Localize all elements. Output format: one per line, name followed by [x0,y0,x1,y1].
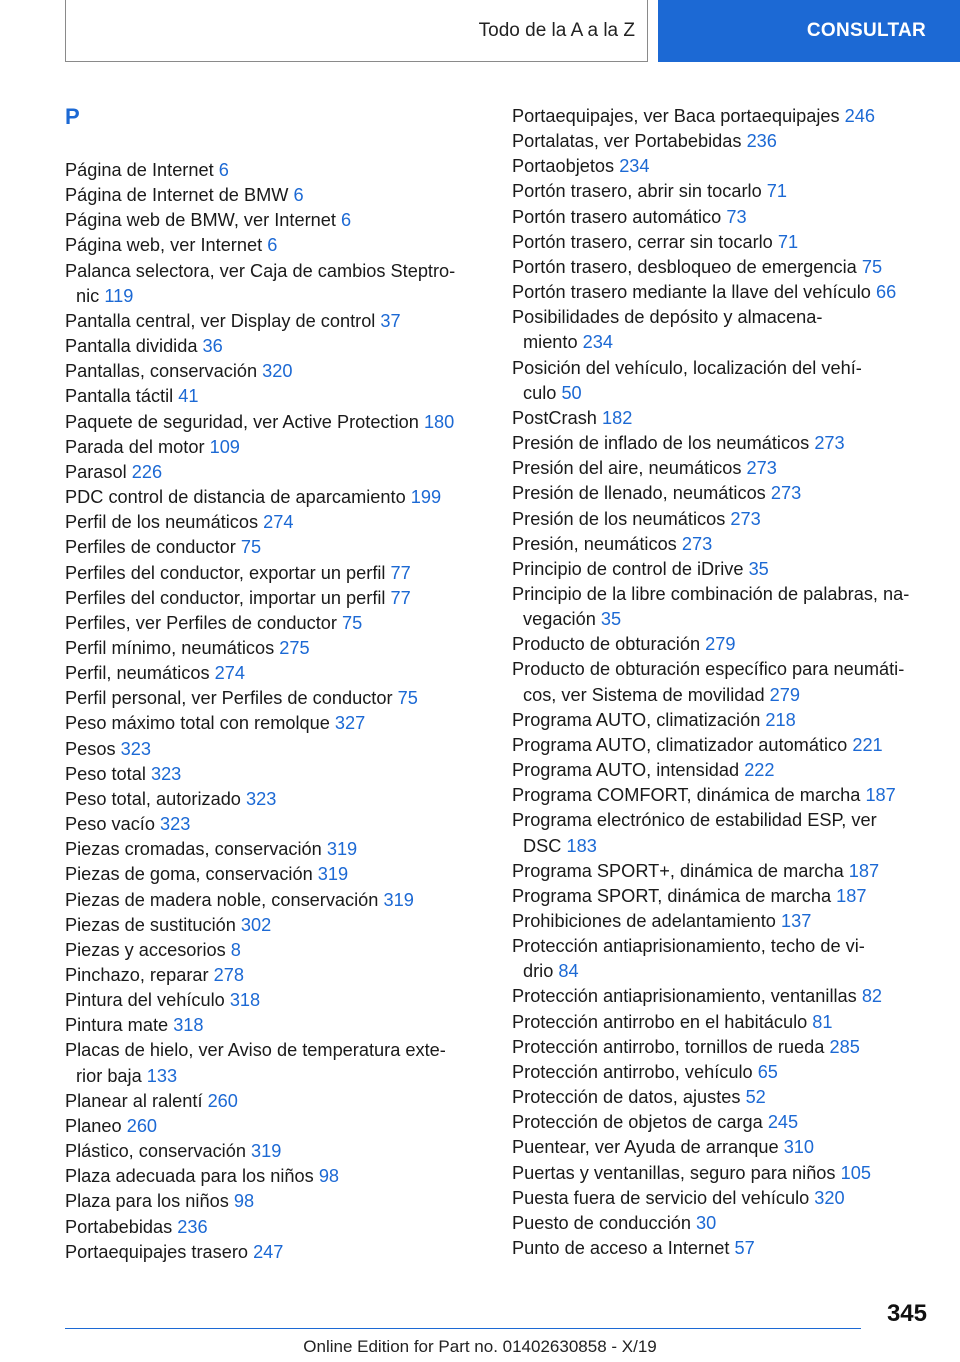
index-entry [512,1161,932,1186]
entry-page-link[interactable]: 285 [829,1036,860,1057]
index-entry [65,460,485,485]
index-entry [512,657,932,707]
index-entry [512,934,932,984]
entry-term: Programa AUTO, climatizador automático [512,734,848,755]
entry-term: Portaobjetos [512,156,615,177]
index-entry [512,632,932,657]
index-entry [512,582,932,632]
index-entry [512,708,932,733]
entry-term: Protección de datos, ajustes [512,1087,741,1108]
entry-term: Presión de los neumáticos [512,508,726,529]
entry-term: Prohibiciones de adelantamiento [512,911,776,931]
entry-page-link[interactable]: 180 [423,411,455,432]
entry-term: Palanca selectora, ver Caja de cambios Steptro‐ [65,260,456,281]
entry-page-link[interactable]: 57 [734,1238,755,1259]
entry-term: Programa COMFORT, dinámica de marcha [512,785,861,806]
entry-page-link[interactable]: 182 [601,407,633,428]
index-column-right [512,104,932,1261]
entry-term-continuation: drio [523,961,554,982]
entry-page-link[interactable]: 41 [178,386,199,407]
entry-page-link[interactable]: 77 [390,562,411,583]
index-entry [512,1211,932,1236]
index-entry [512,783,932,808]
entry-term: Peso total [65,763,146,784]
index-entry [65,535,485,560]
index-entry [512,909,932,934]
index-entry [65,384,485,409]
entry-term-continuation: nic [76,285,100,306]
entry-page-link[interactable]: 8 [230,939,241,960]
entry-term: Programa AUTO, intensidad [512,760,740,781]
entry-term: Programa AUTO, climatización [512,709,761,730]
index-entry [65,359,485,384]
entry-page-link[interactable]: 6 [293,185,304,206]
index-entry [512,179,932,204]
index-entry [512,481,932,506]
entry-term: Piezas y accesorios [65,939,226,960]
entry-page-link[interactable]: 310 [783,1137,815,1158]
entry-term: Pantalla táctil [65,386,174,407]
index-entry [65,988,485,1013]
index-entry [512,356,932,406]
entry-page-link[interactable]: 105 [840,1162,871,1183]
entry-term: Programa electrónico de estabilidad ESP, ver [512,810,877,831]
index-entry [512,154,932,179]
entry-term: Plaza adecuada para los niños [65,1166,314,1187]
entry-term: Principio de la libre combinación de palabras, na‐ [512,583,910,604]
entry-term: Portón trasero, cerrar sin tocarlo [512,231,773,252]
entry-term: Portón trasero, desbloqueo de emergencia [512,256,857,277]
index-entry [65,435,485,460]
index-entry [512,1085,932,1110]
entry-term: Pintura del vehículo [65,990,225,1011]
entry-page-link[interactable]: 279 [769,684,801,705]
index-entry [512,230,932,255]
entry-page-link[interactable]: 50 [561,382,582,403]
entry-term: Presión, neumáticos [512,533,677,554]
index-entry [512,255,932,280]
entry-term: Peso vacío [65,814,155,835]
entry-page-link[interactable]: 6 [267,235,278,256]
index-entry [512,1060,932,1085]
index-entry [65,1114,485,1139]
index-entry [65,787,485,812]
index-entry [65,586,485,611]
index-entry [512,532,932,557]
entry-term: Puesta fuera de servicio del vehículo [512,1187,810,1208]
entry-page-link[interactable]: 234 [619,156,650,177]
entry-page-link[interactable]: 109 [209,436,240,457]
index-entry [65,963,485,988]
index-entry [65,888,485,913]
entry-page-link[interactable]: 319 [326,839,358,860]
entry-term: Punto de acceso a Internet [512,1238,730,1259]
entry-page-link[interactable]: 66 [875,282,897,303]
index-entry [512,984,932,1009]
index-entry [512,205,932,230]
entry-page-link[interactable]: 30 [696,1212,717,1233]
entry-term-continuation: DSC [523,835,562,856]
index-entry [65,1013,485,1038]
index-entry [65,485,485,510]
entry-term: Programa SPORT+, dinámica de marcha [512,860,844,881]
entry-page-link[interactable]: 323 [246,788,277,809]
index-entry [65,862,485,887]
index-entry [65,334,485,359]
entry-page-link[interactable]: 84 [558,961,579,982]
entry-page-link[interactable]: 218 [765,709,796,730]
entry-page-link[interactable]: 320 [262,361,293,382]
entry-term-continuation: rior baja [76,1065,142,1086]
index-entry [65,410,485,435]
entry-page-link[interactable]: 319 [251,1141,282,1162]
entry-term: Producto de obturación [512,634,701,655]
index-entry [512,808,932,858]
index-entry [512,1135,932,1160]
entry-page-link[interactable]: 75 [397,688,418,709]
entry-term: Piezas cromadas, conservación [65,839,322,860]
entry-page-link[interactable]: 71 [766,181,787,202]
entry-term: Protección antirrobo, tornillos de rueda [512,1036,825,1057]
entry-term: Presión del aire, neumáticos [512,458,742,479]
entry-term: Perfil de los neumáticos [65,512,259,533]
entry-page-link[interactable]: 6 [218,160,229,180]
entry-page-link[interactable]: 52 [745,1087,766,1108]
top-navigation [0,0,960,66]
index-entry [65,1089,485,1114]
entry-term: Pantalla dividida [65,336,198,357]
index-column-left [65,104,485,1265]
entry-term-continuation: cos, ver Sistema de movilidad [523,684,765,705]
entry-term: Piezas de goma, conservación [65,864,313,885]
index-entry [512,1035,932,1060]
index-entry [512,1110,932,1135]
entry-term: Posición del vehículo, localización del vehí‐ [512,357,862,378]
index-entry [65,636,485,661]
entry-page-link[interactable]: 234 [582,332,614,353]
entry-page-link[interactable]: 183 [566,835,597,856]
entry-term-continuation: culo [523,382,557,403]
index-entry [65,686,485,711]
entry-page-link[interactable]: 82 [861,986,883,1007]
entry-term: Presión de inflado de los neumáticos [512,433,810,454]
index-entry [65,233,485,258]
entry-page-link[interactable]: 279 [705,634,736,655]
entry-term: Página web, ver Internet [65,235,263,256]
entry-page-link[interactable]: 260 [207,1090,238,1111]
entry-term: Puertas y ventanillas, seguro para niños [512,1162,836,1183]
index-entry [65,1189,485,1214]
footer-divider [65,1328,861,1329]
entry-term: Pantallas, conservación [65,361,258,382]
entry-term: Página web de BMW, ver Internet [65,210,336,231]
index-entry [65,1139,485,1164]
entry-term: Parada del motor [65,436,205,457]
entry-page-link[interactable]: 137 [780,911,812,931]
index-entry [512,507,932,532]
entry-term: Portón trasero, abrir sin tocarlo [512,181,762,202]
page-number: 345 [886,1300,927,1327]
entry-term: Peso máximo total con remolque [65,713,330,734]
entry-page-link[interactable]: 278 [213,965,244,985]
entry-term: Posibilidades de depósito y almacena‐ [512,307,823,328]
index-list-right [512,104,932,1261]
entry-term: Planear al ralentí [65,1090,203,1111]
entry-term: Perfiles de conductor [65,537,236,558]
entry-page-link[interactable]: 77 [390,587,411,608]
entry-page-link[interactable]: 133 [146,1065,178,1086]
index-entry [65,561,485,586]
entry-term: Producto de obturación específico para neumáti‐ [512,659,905,680]
entry-term: Paquete de seguridad, ver Active Protection [65,411,419,432]
entry-term: Pinchazo, reparar [65,965,209,985]
index-entry [65,837,485,862]
entry-term: Protección antirrobo en el habitáculo [512,1011,808,1032]
entry-term: Portabebidas [65,1216,173,1237]
entry-term: Programa SPORT, dinámica de marcha [512,885,832,906]
index-entry [512,1186,932,1211]
entry-page-link[interactable]: 199 [410,487,442,508]
index-entry [512,758,932,783]
entry-term-continuation: vegación [523,609,596,630]
entry-page-link[interactable]: 6 [341,210,352,231]
entry-term: Parasol [65,461,127,482]
entry-page-link[interactable]: 187 [865,785,896,806]
entry-page-link[interactable]: 245 [767,1112,799,1133]
entry-term: Placas de hielo, ver Aviso de temperatura exte‐ [65,1040,446,1061]
entry-page-link[interactable]: 273 [770,483,802,504]
entry-term: PostCrash [512,407,597,428]
entry-page-link[interactable]: 275 [279,637,310,658]
entry-term: Página de Internet [65,160,214,180]
entry-term: Perfil, neumáticos [65,663,210,684]
index-entry [65,737,485,762]
entry-page-link[interactable]: 273 [814,433,845,454]
index-entry [512,104,932,129]
entry-page-link[interactable]: 318 [229,990,261,1011]
index-entry [65,661,485,686]
entry-page-link[interactable]: 35 [600,609,622,630]
entry-term: Planeo [65,1115,122,1136]
entry-page-link[interactable]: 35 [748,558,769,579]
footer-edition: Online Edition for Part no. 01402630858 - X/19 [303,1337,657,1356]
index-entry [65,913,485,938]
index-entry [512,431,932,456]
index-entry [512,1010,932,1035]
index-entry [512,305,932,355]
entry-page-link[interactable]: 273 [730,508,761,529]
index-entry [65,611,485,636]
entry-page-link[interactable]: 65 [757,1061,778,1082]
entry-page-link[interactable]: 73 [726,206,747,227]
index-list-left [65,158,485,1265]
entry-page-link[interactable]: 119 [104,285,134,306]
entry-page-link[interactable]: 323 [150,763,182,784]
entry-term: Protección antiaprisionamiento, ventanillas [512,986,857,1007]
entry-page-link[interactable]: 273 [746,458,777,479]
entry-page-link[interactable]: 71 [777,231,799,252]
entry-term: Perfiles del conductor, exportar un perfil [65,562,386,583]
entry-term: Peso total, autorizado [65,788,241,809]
entry-page-link[interactable]: 98 [318,1166,340,1187]
entry-term: Perfil personal, ver Perfiles de conductor [65,688,393,709]
index-entry [65,208,485,233]
entry-term: Piezas de sustitución [65,914,236,935]
entry-page-link[interactable]: 187 [836,885,867,906]
entry-page-link[interactable]: 274 [263,512,294,533]
index-entry [65,762,485,787]
index-entry [65,510,485,535]
entry-page-link[interactable]: 222 [744,760,775,781]
entry-term: Presión de llenado, neumáticos [512,483,766,504]
entry-page-link[interactable]: 98 [233,1191,255,1212]
entry-page-link[interactable]: 320 [814,1187,845,1208]
entry-term: Protección antiaprisionamiento, techo de vi‐ [512,936,865,957]
entry-page-link[interactable]: 323 [160,814,191,835]
index-entry [512,280,932,305]
index-entry [512,1236,932,1261]
entry-term: Plástico, conservación [65,1141,246,1162]
entry-term: Portón trasero mediante la llave del vehículo [512,282,871,303]
index-entry [65,1038,485,1088]
entry-page-link[interactable]: 274 [214,663,245,684]
entry-page-link[interactable]: 260 [126,1115,158,1136]
entry-term: Pesos [65,738,116,759]
entry-term: Plaza para los niños [65,1191,229,1212]
index-entry [512,733,932,758]
entry-page-link[interactable]: 236 [177,1216,208,1237]
index-entry [512,884,932,909]
index-entry [65,938,485,963]
entry-term: Puesto de conducción [512,1212,691,1233]
entry-term: Principio de control de iDrive [512,558,744,579]
index-entry [65,711,485,736]
index-entry [65,1240,485,1265]
index-entry [65,259,485,309]
entry-page-link[interactable]: 323 [120,738,151,759]
entry-page-link[interactable]: 75 [342,612,363,633]
section-letter: P [65,104,80,129]
entry-term: Pantalla central, ver Display de control [65,310,376,331]
entry-term: Portalatas, ver Portabebidas [512,131,742,152]
entry-term: Perfil mínimo, neumáticos [65,637,275,658]
entry-term: Portaequipajes trasero [65,1241,248,1262]
index-entry [65,183,485,208]
entry-term: Página de Internet de BMW [65,185,289,206]
entry-page-link[interactable]: 221 [852,734,883,755]
entry-page-link[interactable]: 75 [861,256,883,277]
index-entry [65,158,485,183]
entry-term: Protección antirrobo, vehículo [512,1061,753,1082]
entry-page-link[interactable]: 318 [173,1015,204,1036]
index-entry [65,812,485,837]
entry-page-link[interactable]: 273 [681,533,713,554]
entry-page-link[interactable]: 81 [812,1011,833,1032]
entry-term: Perfiles del conductor, importar un perfil [65,587,386,608]
index-entry [65,1164,485,1189]
entry-term: Portaequipajes, ver Baca portaequipajes [512,106,840,126]
entry-page-link[interactable]: 187 [848,860,880,881]
entry-page-link[interactable]: 36 [202,336,223,357]
entry-page-link[interactable]: 302 [240,914,272,935]
index-entry [512,456,932,481]
entry-term: Portón trasero automático [512,206,722,227]
entry-page-link[interactable]: 37 [380,310,401,331]
entry-term: PDC control de distancia de aparcamiento [65,487,406,508]
entry-page-link[interactable]: 246 [844,106,876,126]
entry-term-continuation: miento [523,332,578,353]
index-entry [65,1215,485,1240]
index-entry [512,557,932,582]
entry-page-link[interactable]: 247 [253,1241,284,1262]
entry-page-link[interactable]: 75 [240,537,262,558]
entry-page-link[interactable]: 327 [334,713,366,734]
entry-term: Pintura mate [65,1015,169,1036]
entry-term: Piezas de madera noble, conservación [65,889,379,910]
entry-page-link[interactable]: 236 [746,131,777,152]
index-entry [512,406,932,431]
entry-page-link[interactable]: 319 [383,889,414,910]
index-entry [65,309,485,334]
index-entry [512,129,932,154]
entry-term: Puentear, ver Ayuda de arranque [512,1137,779,1158]
tab-index-a-z[interactable]: Todo de la A a la Z [65,0,648,62]
entry-page-link[interactable]: 319 [317,864,349,885]
entry-term: Perfiles, ver Perfiles de conductor [65,612,337,633]
index-entry [512,859,932,884]
entry-term: Protección de objetos de carga [512,1112,763,1133]
tab-consult[interactable]: CONSULTAR [658,0,960,62]
entry-page-link[interactable]: 226 [131,461,163,482]
